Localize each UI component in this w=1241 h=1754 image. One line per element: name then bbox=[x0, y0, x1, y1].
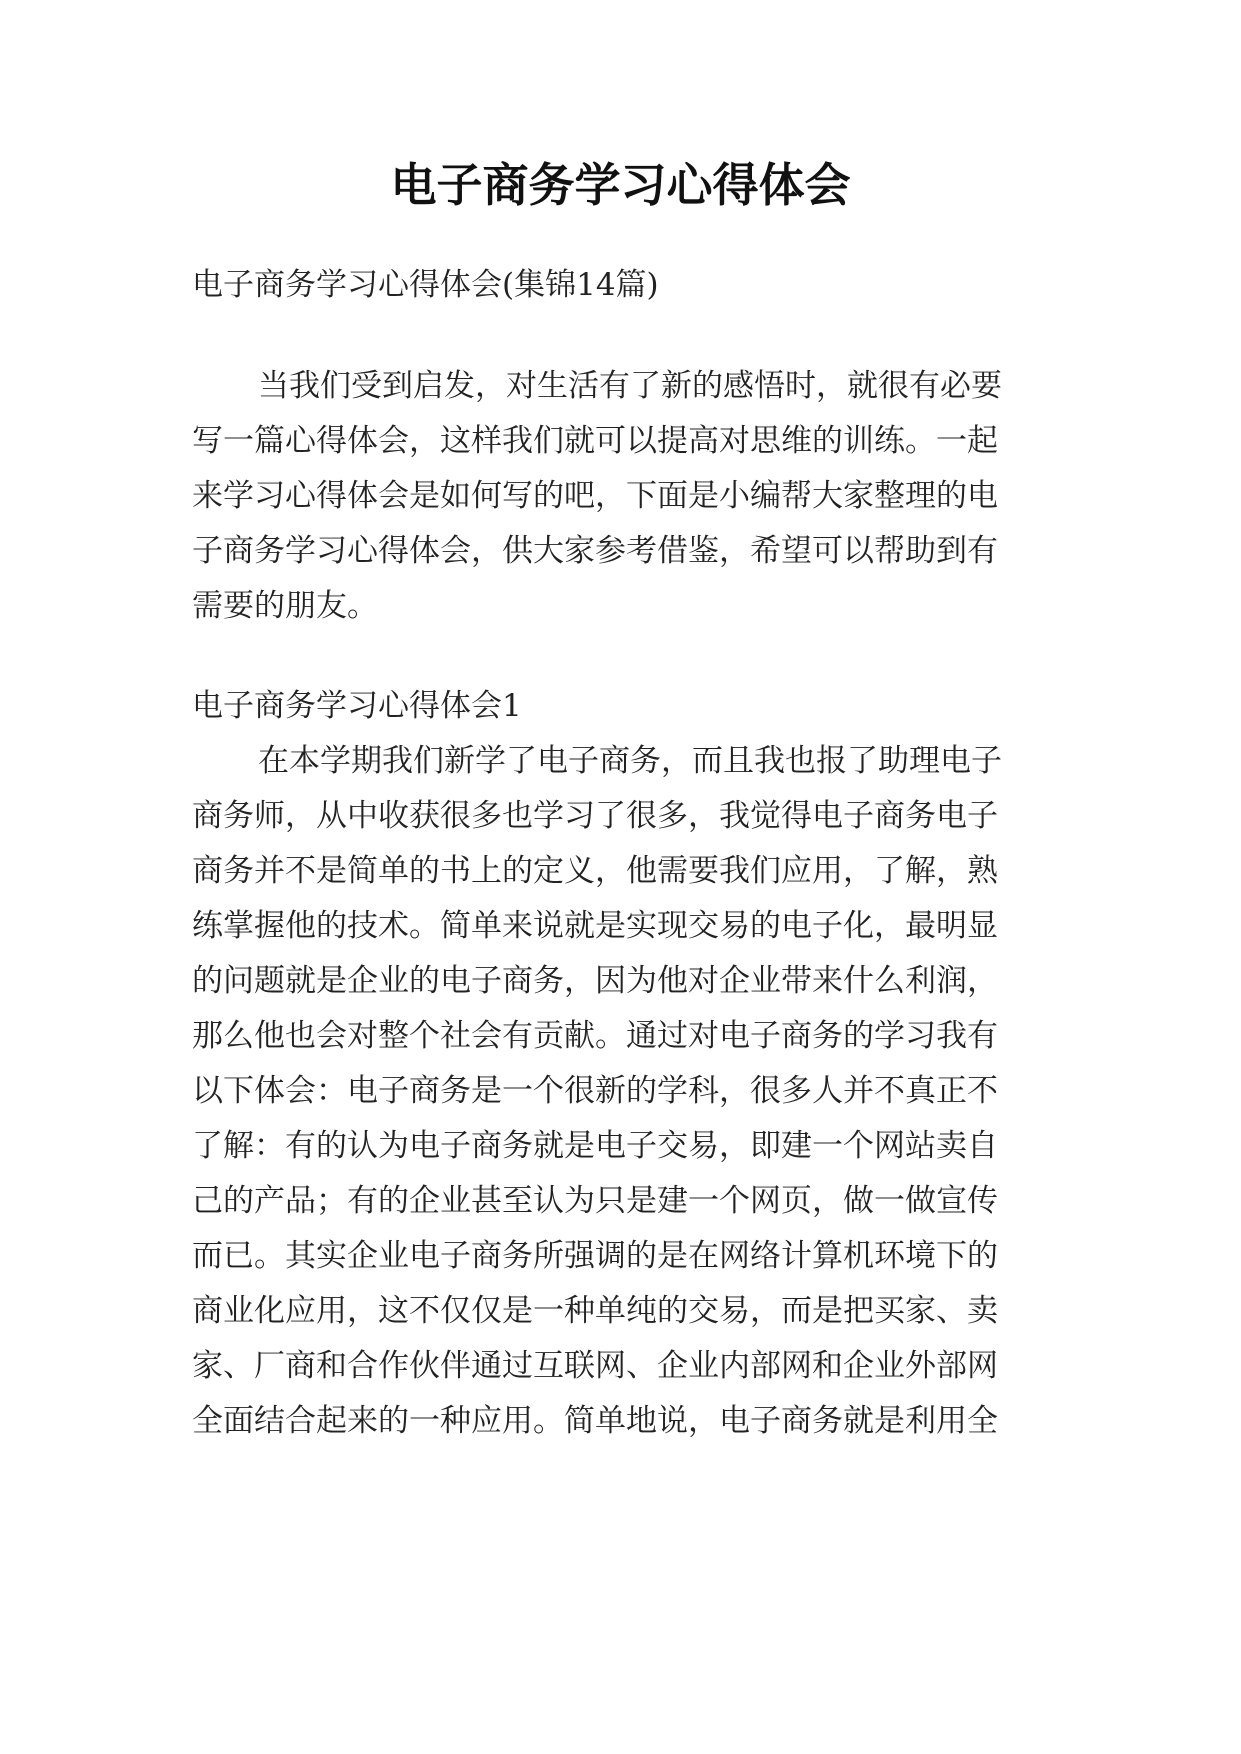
document-subtitle: 电子商务学习心得体会(集锦14篇) bbox=[192, 267, 659, 303]
intro-line: 需要的朋友。 bbox=[192, 588, 378, 624]
paragraph-line: 而已。其实企业电子商务所强调的是在网络计算机环境下的 bbox=[192, 1238, 998, 1274]
paragraph-line: 商务师，从中收获很多也学习了很多，我觉得电子商务电子 bbox=[192, 798, 998, 834]
intro-line: 当我们受到启发，对生活有了新的感悟时，就很有必要 bbox=[258, 368, 1002, 404]
section-heading: 电子商务学习心得体会1 bbox=[192, 688, 522, 724]
intro-line: 子商务学习心得体会，供大家参考借鉴，希望可以帮助到有 bbox=[192, 533, 998, 569]
paragraph-line: 全面结合起来的一种应用。简单地说，电子商务就是利用全 bbox=[192, 1403, 998, 1439]
paragraph-line: 在本学期我们新学了电子商务，而且我也报了助理电子 bbox=[258, 743, 1002, 779]
paragraph-line: 的问题就是企业的电子商务，因为他对企业带来什么利润， bbox=[192, 963, 998, 999]
paragraph-line: 家、厂商和合作伙伴通过互联网、企业内部网和企业外部网 bbox=[192, 1348, 998, 1384]
paragraph-line: 己的产品；有的企业甚至认为只是建一个网页，做一做宣传 bbox=[192, 1183, 998, 1219]
paragraph-line: 那么他也会对整个社会有贡献。通过对电子商务的学习我有 bbox=[192, 1018, 998, 1054]
paragraph-line: 练掌握他的技术。简单来说就是实现交易的电子化，最明显 bbox=[192, 908, 998, 944]
paragraph-line: 商务并不是简单的书上的定义，他需要我们应用，了解，熟 bbox=[192, 853, 998, 889]
paragraph-line: 了解：有的认为电子商务就是电子交易，即建一个网站卖自 bbox=[192, 1128, 998, 1164]
paragraph-line: 商业化应用，这不仅仅是一种单纯的交易，而是把买家、卖 bbox=[192, 1293, 998, 1329]
paragraph-line: 以下体会：电子商务是一个很新的学科，很多人并不真正不 bbox=[192, 1073, 998, 1109]
intro-line: 来学习心得体会是如何写的吧，下面是小编帮大家整理的电 bbox=[192, 478, 998, 514]
intro-line: 写一篇心得体会，这样我们就可以提高对思维的训练。一起 bbox=[192, 423, 998, 459]
document-title: 电子商务学习心得体会 bbox=[390, 158, 851, 212]
